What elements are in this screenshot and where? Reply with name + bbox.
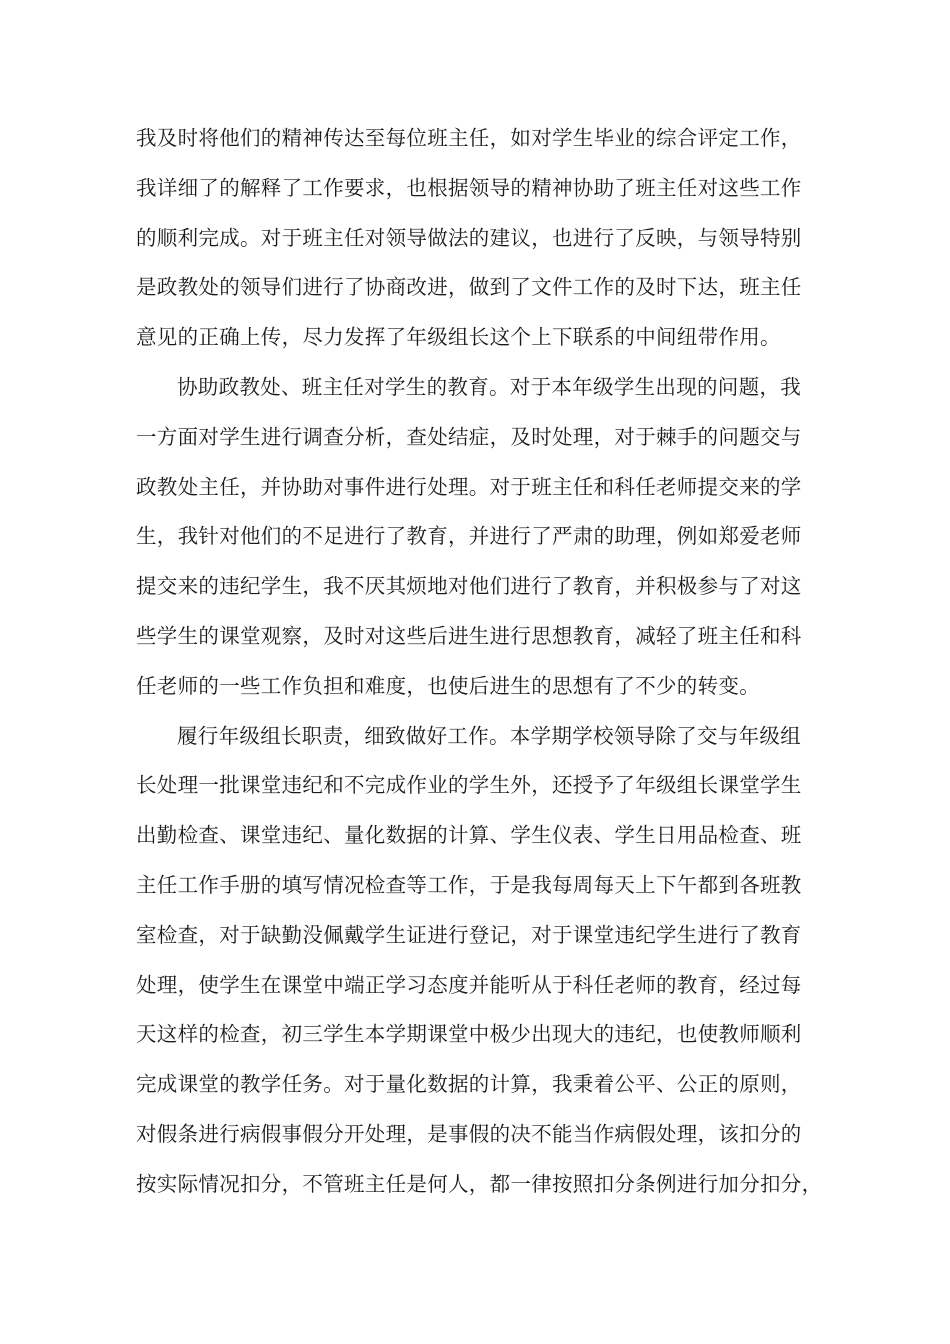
paragraph-1-line-3: 的顺利完成。对于班主任对领导做法的建议，也进行了反映，与领导特别: [136, 225, 802, 250]
paragraph-3-line-2: 长处理一批课堂违纪和不完成作业的学生外，还授予了年级组长课堂学生: [136, 773, 802, 798]
paragraph-3-line-1: 履行年级组长职责，细致做好工作。本学期学校领导除了交与年级组: [177, 723, 801, 748]
paragraph-3-line-9: 对假条进行病假事假分开处理，是事假的决不能当作病假处理，该扣分的: [136, 1121, 802, 1146]
paragraph-3-line-4: 主任工作手册的填写情况检查等工作，于是我每周每天上下午都到各班教: [136, 872, 802, 897]
paragraph-3-line-5: 室检查，对于缺勤没佩戴学生证进行登记，对于课堂违纪学生进行了教育: [136, 922, 802, 947]
paragraph-1-line-5: 意见的正确上传，尽力发挥了年级组长这个上下联系的中间纽带作用。: [136, 325, 781, 350]
paragraph-3-line-10: 按实际情况扣分，不管班主任是何人，都一律按照扣分条例进行加分扣分，: [136, 1171, 823, 1196]
paragraph-2-line-1: 协助政教处、班主任对学生的教育。对于本年级学生出现的问题，我: [177, 374, 801, 399]
body-text: [136, 114, 826, 1210]
paragraph-2-line-2: 一方面对学生进行调查分析，查处结症，及时处理，对于棘手的问题交与: [136, 424, 802, 449]
paragraph-1-line-2: 我详细了的解释了工作要求，也根据领导的精神协助了班主任对这些工作: [136, 175, 802, 200]
paragraph-2-line-6: 些学生的课堂观察，及时对这些后进生进行思想教育，减轻了班主任和科: [136, 623, 802, 648]
paragraph-3-line-6: 处理，使学生在课堂中端正学习态度并能听从于科任老师的教育，经过每: [136, 972, 802, 997]
paragraph-3-line-3: 出勤检查、课堂违纪、量化数据的计算、学生仪表、学生日用品检查、班: [136, 823, 802, 848]
paragraph-2-line-3: 政教处主任，并协助对事件进行处理。对于班主任和科任老师提交来的学: [136, 474, 802, 499]
paragraph-2-line-7: 任老师的一些工作负担和难度，也使后进生的思想有了不少的转变。: [136, 673, 760, 698]
paragraph-1-line-4: 是政教处的领导们进行了协商改进，做到了文件工作的及时下达，班主任: [136, 275, 802, 300]
paragraph-2-line-4: 生，我针对他们的不足进行了教育，并进行了严肃的助理，例如郑爱老师: [136, 524, 802, 549]
paragraph-2-line-5: 提交来的违纪学生，我不厌其烦地对他们进行了教育，并积极参与了对这: [136, 574, 802, 599]
paragraph-1-line-1: 我及时将他们的精神传达至每位班主任，如对学生毕业的综合评定工作，: [136, 126, 802, 150]
paragraph-3-line-8: 完成课堂的教学任务。对于量化数据的计算，我秉着公平、公正的原则，: [136, 1072, 802, 1097]
paragraph-3-line-7: 天这样的检查，初三学生本学期课堂中极少出现大的违纪，也使教师顺利: [136, 1022, 802, 1047]
